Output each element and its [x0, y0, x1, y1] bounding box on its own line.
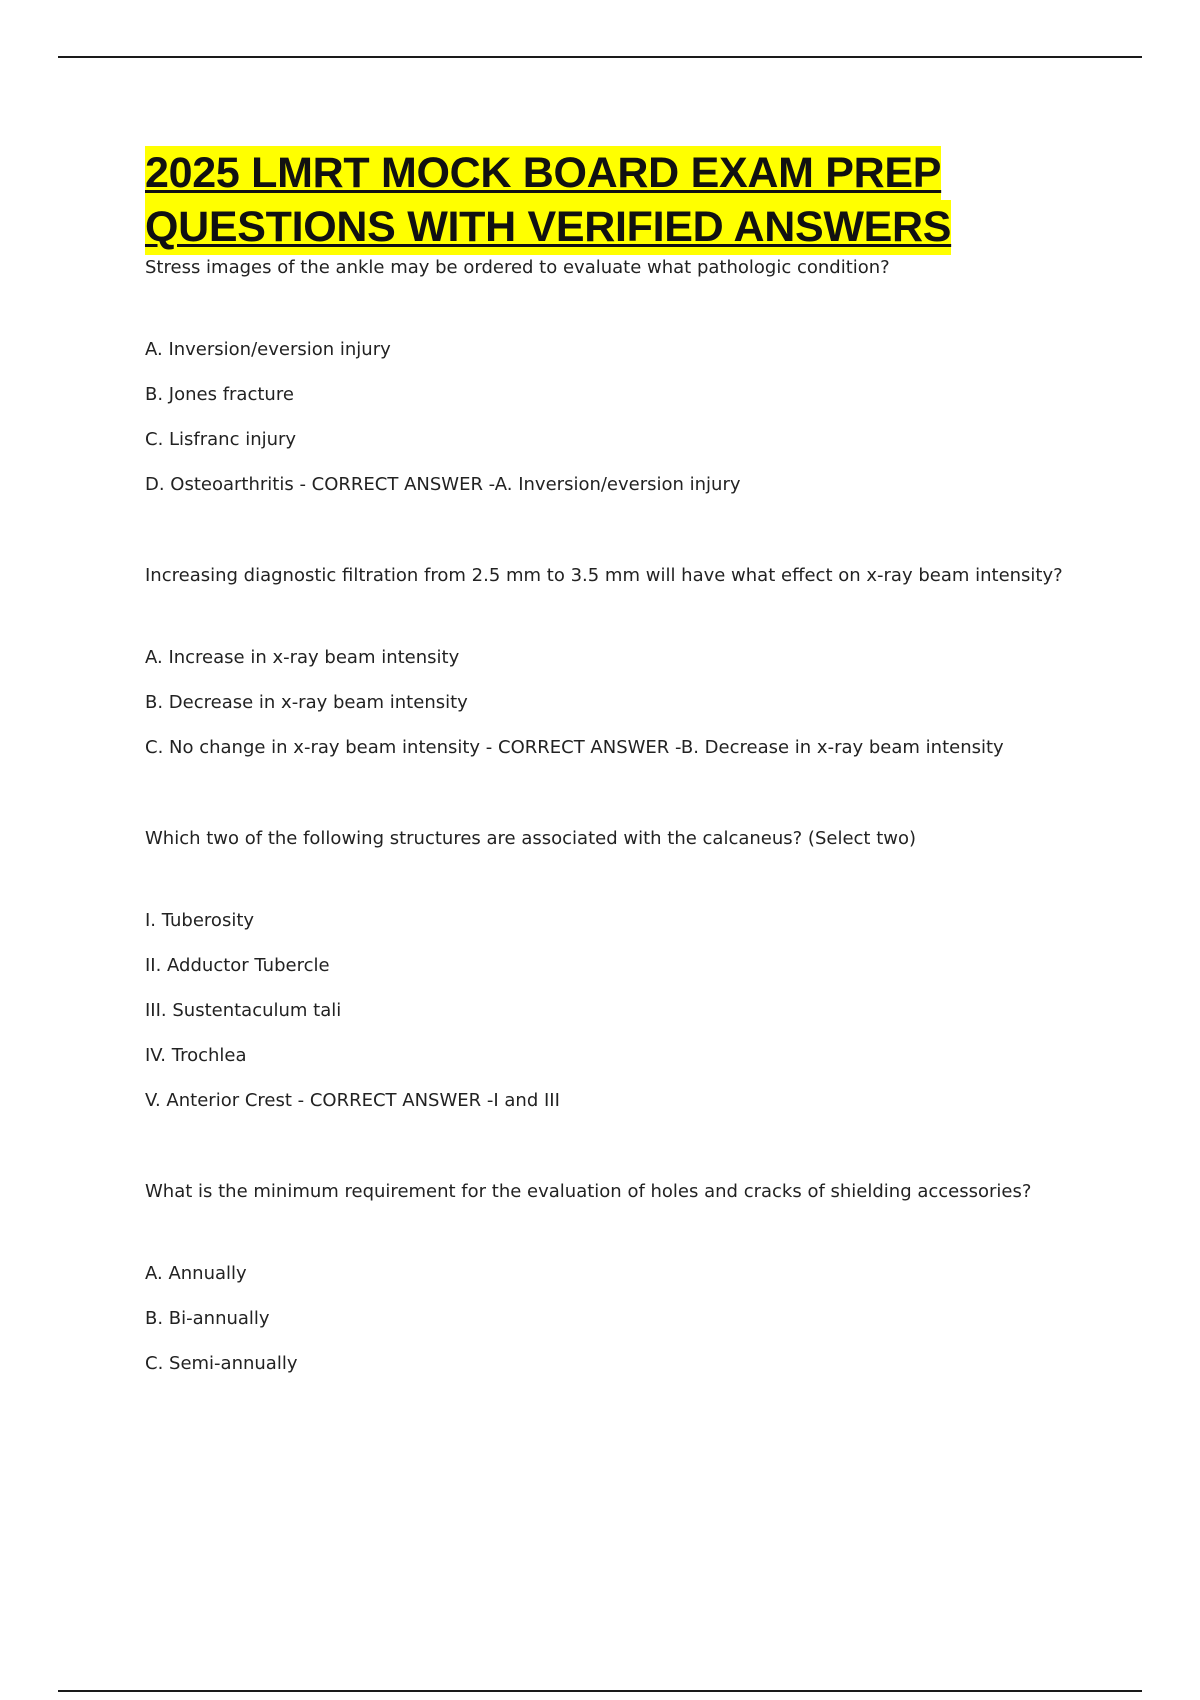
option-item: C. Lisfranc injury	[145, 429, 297, 450]
title-line-2: QUESTIONS WITH VERIFIED ANSWERS	[145, 200, 951, 255]
option-list	[145, 646, 1145, 760]
option-item-with-answer: V. Anterior Crest - CORRECT ANSWER -I and III	[145, 1090, 560, 1111]
option-item: II. Adductor Tubercle	[145, 955, 330, 976]
document-title	[145, 146, 1145, 254]
option-list	[145, 1262, 1145, 1376]
question-block-2	[145, 564, 1145, 760]
question-text: Stress images of the ankle may be ordered to evaluate what pathologic condition?	[145, 257, 890, 278]
question-list	[145, 256, 1145, 1376]
option-list	[145, 338, 1145, 497]
question-block-1	[145, 256, 1145, 497]
question-block-4	[145, 1180, 1145, 1376]
header-rule	[58, 56, 1142, 58]
option-item: A. Annually	[145, 1263, 247, 1284]
option-item: B. Bi-annually	[145, 1308, 270, 1329]
question-text: Which two of the following structures are associated with the calcaneus? (Select two)	[145, 828, 917, 849]
option-list	[145, 909, 1145, 1113]
option-item: C. Semi-annually	[145, 1353, 298, 1374]
question-text: Increasing diagnostic filtration from 2.5 mm to 3.5 mm will have what effect on x-ray beam intensity?	[145, 565, 1063, 586]
footer-rule	[58, 1690, 1142, 1692]
option-item: B. Decrease in x-ray beam intensity	[145, 692, 468, 713]
option-item: A. Increase in x-ray beam intensity	[145, 647, 460, 668]
question-block-3	[145, 827, 1145, 1113]
document-body	[145, 146, 1145, 1376]
option-item: I. Tuberosity	[145, 910, 255, 931]
title-line-1: 2025 LMRT MOCK BOARD EXAM PREP	[145, 146, 941, 201]
option-item-with-answer: D. Osteoarthritis - CORRECT ANSWER -A. Inversion/eversion injury	[145, 474, 741, 495]
option-item-with-answer: C. No change in x-ray beam intensity - CORRECT ANSWER -B. Decrease in x-ray beam intensity	[145, 737, 1004, 758]
option-item: IV. Trochlea	[145, 1045, 247, 1066]
option-item: A. Inversion/eversion injury	[145, 339, 391, 360]
option-item: III. Sustentaculum tali	[145, 1000, 342, 1021]
question-text: What is the minimum requirement for the evaluation of holes and cracks of shielding accessories?	[145, 1181, 1032, 1202]
option-item: B. Jones fracture	[145, 384, 294, 405]
